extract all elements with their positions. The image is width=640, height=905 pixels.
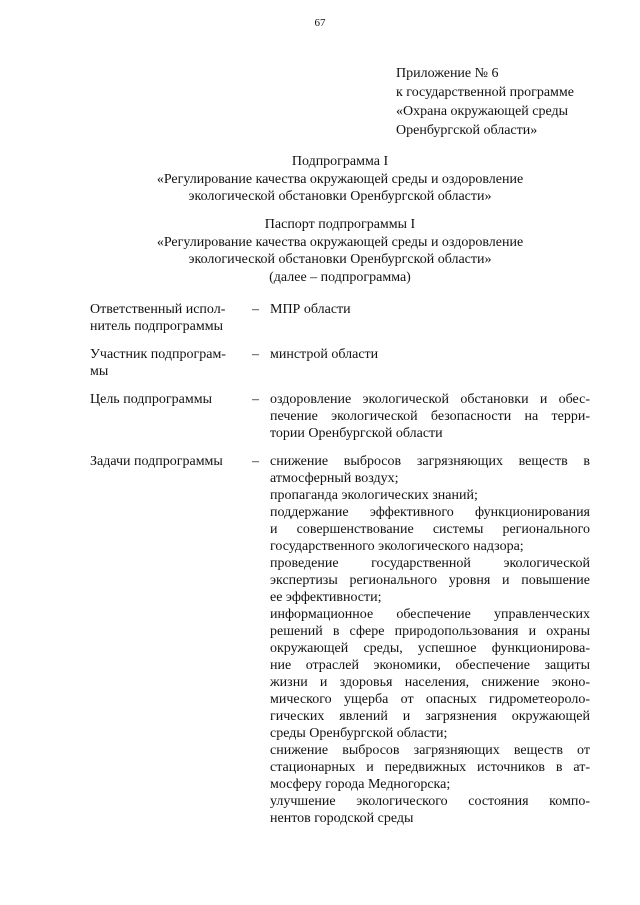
row-label: [90, 453, 252, 470]
value-line: снижение выбросов загрязняющих веществ от: [270, 743, 590, 758]
subprogram-title-line: Подпрограмма I: [291, 154, 389, 169]
value-line: решений в сфере природопользования и охраны: [270, 624, 590, 639]
value-line: жизни и здоровья населения, снижение эконо-: [270, 675, 590, 690]
passport-title-line: экологической обстановки Оренбургской области»: [188, 252, 492, 267]
value-line: стационарных и передвижных источников в ат-: [270, 760, 590, 775]
appendix-line: Приложение № 6: [396, 66, 499, 81]
passport-row-tasks: [90, 453, 590, 827]
value-line: гических явлений и загрязнения окружающей: [270, 709, 590, 724]
label-line: нитель подпрограммы: [90, 319, 223, 334]
row-dash: –: [252, 302, 259, 317]
row-value: [270, 346, 590, 363]
value-line: МПР области: [270, 302, 351, 317]
label-line: Цель подпрограммы: [90, 392, 212, 407]
passport-row-responsible: [90, 301, 590, 335]
value-line: пропаганда экологических знаний;: [270, 488, 478, 503]
label-line: Задачи подпрограммы: [90, 454, 223, 469]
label-line: Участник подпрограм-: [90, 347, 226, 362]
appendix-line: Оренбургской области»: [396, 123, 538, 138]
passport-title-line: (далее – подпрограмма): [269, 269, 411, 285]
value-line: и совершенствование системы регионального: [270, 522, 590, 537]
value-line: окружающей среды, успешное функционирова-: [270, 641, 590, 656]
value-line: среды Оренбургской области;: [270, 726, 448, 741]
passport-title-line: Паспорт подпрограммы I: [264, 217, 416, 232]
subprogram-title-line: экологической обстановки Оренбургской области»: [188, 189, 492, 204]
page-number: 67: [314, 17, 326, 29]
value-line: печение экологической безопасности на терри-: [270, 409, 590, 424]
value-line: тории Оренбургской области: [270, 426, 443, 441]
value-line: поддержание эффективного функционирования: [270, 505, 590, 520]
passport-row-participant: [90, 346, 590, 380]
row-label: [90, 346, 252, 380]
value-line: улучшение экологического состояния компо-: [270, 794, 590, 809]
subprogram-title: [0, 153, 640, 206]
appendix-line: к государственной программе: [396, 85, 574, 100]
label-line: Ответственный испол-: [90, 302, 226, 317]
label-line: мы: [90, 364, 109, 379]
value-line: государственного экологического надзора;: [270, 539, 524, 554]
passport-table: [90, 301, 590, 827]
row-value: [270, 391, 590, 442]
value-line: минстрой области: [270, 347, 379, 362]
passport-row-goal: [90, 391, 590, 442]
row-label: [90, 301, 252, 335]
passport-title-line: «Регулирование качества окружающей среды и оздоровление: [156, 234, 524, 250]
value-line: нентов городской среды: [270, 811, 414, 826]
row-value: [270, 301, 590, 318]
value-line: информационное обеспечение управленческих: [270, 607, 590, 622]
row-label: [90, 391, 252, 408]
value-line: экспертизы регионального уровня и повышение: [270, 573, 590, 588]
appendix-line: «Охрана окружающей среды: [396, 104, 569, 119]
subprogram-title-line: «Регулирование качества окружающей среды и оздоровление: [156, 171, 524, 187]
value-line: проведение государственной экологической: [270, 556, 590, 571]
value-line: ее эффективности;: [270, 590, 382, 605]
row-value: [270, 453, 590, 827]
passport-title: [0, 216, 640, 286]
row-dash: –: [252, 392, 259, 407]
value-line: мосферу города Медногорска;: [270, 777, 451, 792]
value-line: снижение выбросов загрязняющих веществ в: [270, 454, 590, 469]
value-line: ние отраслей экономики, обеспечение защиты: [270, 658, 590, 673]
value-line: оздоровление экологической обстановки и обес-: [270, 392, 590, 407]
value-line: мического ущерба от опасных гидрометеороло-: [270, 692, 590, 707]
appendix-block: [396, 64, 631, 140]
row-dash: –: [252, 347, 259, 362]
value-line: атмосферный воздух;: [270, 471, 399, 486]
row-dash: –: [252, 454, 259, 469]
